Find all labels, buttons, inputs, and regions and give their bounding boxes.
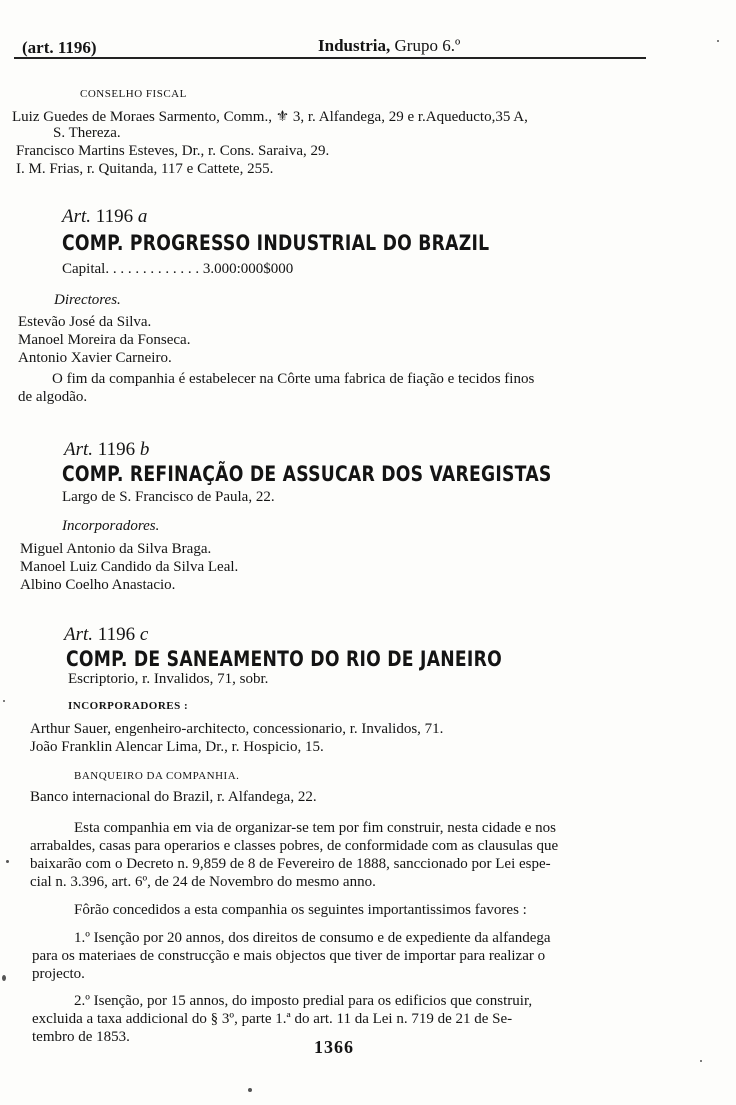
header-article-ref: (art. 1196) [22,38,97,57]
article-label: Art. [62,206,92,227]
incorporator-name: Arthur Sauer, engenheiro-architecto, concessionario, r. Invalidos, 71. [30,721,444,737]
article-suffix: b [139,439,150,460]
incorporator-name: Manoel Luiz Candido da Silva Leal. [20,559,239,575]
banker-heading: BANQUEIRO DA COMPANHIA. [74,770,240,782]
article-label: Art. [64,624,94,645]
paragraph-line: arrabaldes, casas para operarios e classes pobres, de conformidade com as clausulas que [30,838,559,854]
article-suffix: a [137,206,148,227]
purpose-line: de algodão. [18,389,88,405]
company-title-a: COMP. PROGRESSO INDUSTRIAL DO BRAZIL [62,231,490,255]
scan-speck [2,975,6,981]
favor-line: projecto. [32,966,85,982]
article-number: 1196 [95,206,134,227]
fiscal-council-line: Francisco Martins Esteves, Dr., r. Cons. Saraiva, 29. [16,143,330,159]
page-number: 1366 [314,1037,354,1057]
article-heading-b [64,439,149,461]
scan-speck [3,700,5,702]
scan-speck [700,1060,702,1062]
header-section [318,36,460,56]
article-heading-c [64,624,148,646]
article-suffix: c [139,624,149,645]
fiscal-council-line: S. Thereza. [53,125,121,141]
company-title-c: COMP. DE SANEAMENTO DO RIO DE JANEIRO [66,647,502,671]
paragraph-line: baixarão com o Decreto n. 9,859 de 8 de Fevereiro de 1888, sanccionado por Lei espe- [30,856,551,872]
incorporators-heading: Incorporadores. [62,518,160,534]
fiscal-council-line: I. M. Frias, r. Quitanda, 117 e Cattete, 255. [16,161,274,177]
article-label: Art. [64,439,94,460]
favor-line: excluida a taxa addicional do § 3º, parte 1.ª do art. 11 da Lei n. 719 de 21 de Se- [32,1011,513,1027]
fiscal-council-heading: CONSELHO FISCAL [80,88,187,100]
header-section-bold: Industria, [318,36,391,55]
company-address: Largo de S. Francisco de Paula, 22. [62,489,275,505]
scan-speck [6,860,9,863]
favor-line: tembro de 1853. [32,1029,130,1045]
director-name: Manoel Moreira da Fonseca. [18,332,191,348]
capital-line: Capital. . . . . . . . . . . . . 3.000:000$000 [62,261,294,277]
director-name: Antonio Xavier Carneiro. [18,350,172,366]
favor-line: 2.º Isenção, por 15 annos, do imposto predial para os edificios que construir, [74,993,533,1009]
purpose-line: O fim da companhia é estabelecer na Côrte uma fabrica de fiação e tecidos finos [52,371,535,387]
header-section-group: Grupo 6.º [390,36,461,55]
company-address: Escriptorio, r. Invalidos, 71, sobr. [68,671,269,687]
scan-speck [248,1088,252,1092]
incorporators-heading: INCORPORADORES : [68,700,189,712]
favor-line: para os materiaes de construcção e mais objectos que tiver de importar para realizar o [32,948,546,964]
favor-line: 1.º Isenção por 20 annos, dos direitos de consumo e de expediente da alfandega [74,930,551,946]
article-heading-a [62,206,147,228]
director-name: Estevão José da Silva. [18,314,152,330]
incorporator-name: Albino Coelho Anastacio. [20,577,176,593]
paragraph-line: Esta companhia em via de organizar-se tem por fim construir, nesta cidade e nos [74,820,556,836]
incorporator-name: Miguel Antonio da Silva Braga. [20,541,212,557]
fiscal-council-line: Luiz Guedes de Moraes Sarmento, Comm., ⚜ 3, r. Alfandega, 29 e r.Aqueducto,35 A, [12,109,528,125]
article-number: 1196 [97,624,136,645]
paragraph-line: Fôrão concedidos a esta companhia os seguintes importantissimos favores : [74,902,527,918]
article-number: 1196 [97,439,136,460]
incorporator-name: João Franklin Alencar Lima, Dr., r. Hospicio, 15. [30,739,324,755]
header-rule [14,57,646,59]
banker-name: Banco internacional do Brazil, r. Alfandega, 22. [30,789,317,805]
directors-heading: Directores. [54,292,121,308]
company-title-b: COMP. REFINAÇÃO DE ASSUCAR DOS VAREGISTAS [62,462,552,486]
scan-speck [717,40,719,42]
paragraph-line: cial n. 3.396, art. 6º, de 24 de Novembro do mesmo anno. [30,874,376,890]
